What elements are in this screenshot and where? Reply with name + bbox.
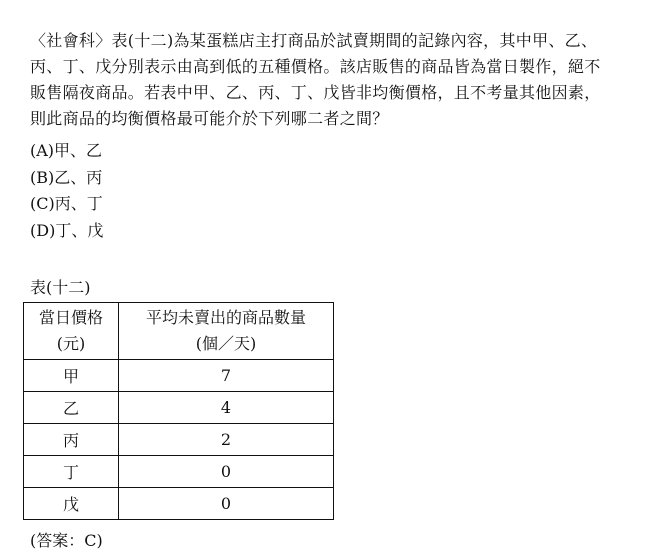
table-row	[24, 456, 334, 488]
table-row	[24, 488, 334, 520]
table-row	[24, 360, 334, 392]
question-line: 則此商品的均衡價格最可能介於下列哪二者之間？	[30, 109, 389, 128]
option-c: (C)丙、丁	[30, 194, 103, 213]
question-text	[30, 28, 670, 132]
option-d: (D)丁、戊	[30, 220, 104, 240]
answer-options	[30, 138, 103, 244]
unsold-cell: 2	[119, 424, 334, 456]
question-line: 〈社會科〉表(十二)為某蛋糕店主打商品於試賣期間的記錄內容，其中甲、乙、	[30, 31, 598, 50]
price-cell: 乙	[24, 392, 119, 424]
table-header-row	[24, 303, 334, 360]
table-row	[24, 392, 334, 424]
price-cell: 戊	[24, 488, 119, 520]
answer-key: (答案：C)	[30, 531, 103, 550]
header-unsold-unit: (個／天)	[195, 334, 257, 353]
price-cell: 丙	[24, 424, 119, 456]
header-unsold	[119, 303, 334, 360]
unsold-cell: 0	[119, 488, 334, 520]
question-line: 販售隔夜商品。若表中甲、乙、丙、丁、戊皆非均衡價格，且不考量其他因素，	[30, 83, 601, 102]
option-a: (A)甲、乙	[30, 141, 103, 160]
header-price-unit: (元)	[56, 334, 86, 353]
question-line: 丙、丁、戊分別表示由高到低的五種價格。該店販售的商品皆為當日製作，絕不	[30, 57, 601, 76]
unsold-cell: 7	[119, 360, 334, 392]
table-caption: 表(十二)	[30, 278, 91, 297]
header-price	[24, 303, 119, 360]
header-unsold-label: 平均未賣出的商品數量	[145, 308, 306, 327]
price-cell: 甲	[24, 360, 119, 392]
unsold-cell: 4	[119, 392, 334, 424]
table-row	[24, 424, 334, 456]
unsold-cell: 0	[119, 456, 334, 488]
price-cell: 丁	[24, 456, 119, 488]
price-table	[23, 302, 334, 520]
option-b: (B)乙、丙	[30, 167, 103, 187]
header-price-label: 當日價格	[38, 308, 103, 327]
